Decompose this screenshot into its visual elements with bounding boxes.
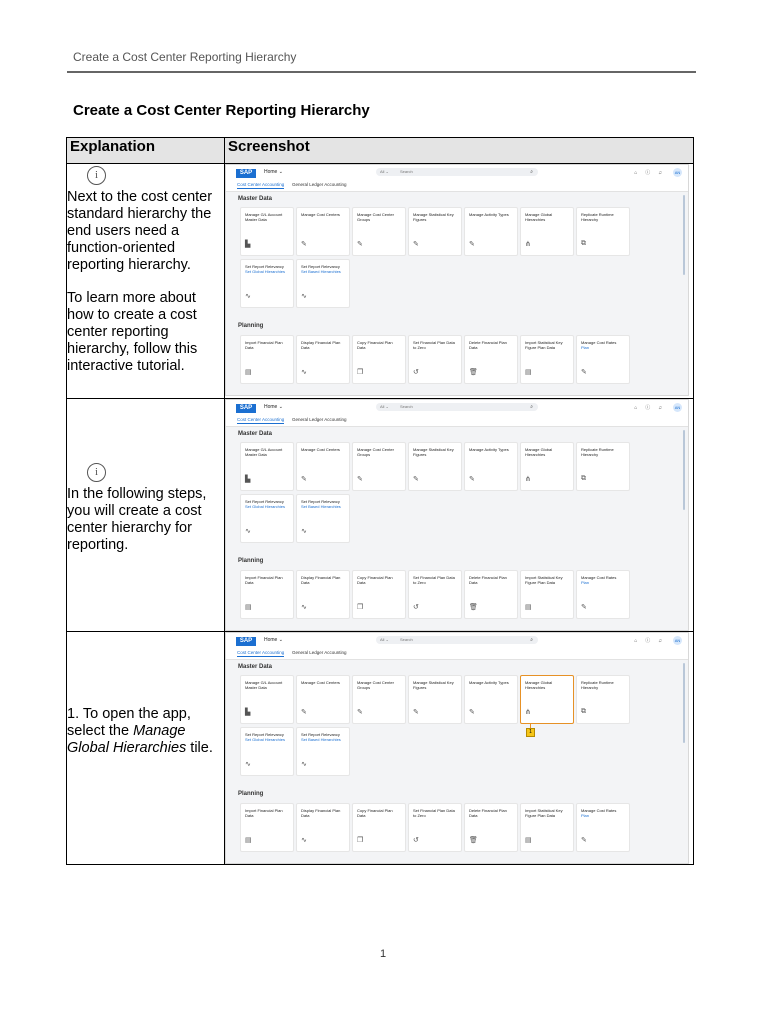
tab-bar	[226, 179, 688, 192]
tile-subtitle: Set Global Hierarchies	[245, 269, 286, 274]
tile-title	[301, 680, 346, 685]
tile-title-text: Manage Cost Centers	[301, 447, 340, 452]
edit-icon: ✎	[581, 369, 587, 376]
tile-title	[413, 340, 458, 350]
home-menu[interactable]: Home ⌄	[264, 169, 283, 175]
doc-icon: ▤	[525, 604, 532, 611]
tile-title-text: Manage Cost Rates	[581, 808, 617, 813]
app-tile[interactable]	[520, 442, 574, 491]
app-tile[interactable]	[576, 803, 630, 852]
app-tile[interactable]	[520, 207, 574, 256]
copy-icon: ❐	[357, 837, 364, 844]
chart-icon: ▙	[245, 241, 251, 248]
app-tile[interactable]	[464, 570, 518, 619]
app-tile[interactable]	[296, 494, 350, 543]
tile-title	[413, 212, 458, 222]
tile-title	[525, 447, 570, 457]
app-tile[interactable]	[240, 207, 294, 256]
avatar[interactable]: AN	[674, 638, 681, 643]
tile-title-text: Import Financial Plan Data	[245, 340, 283, 350]
explanation-cell	[67, 164, 225, 399]
steps-table	[66, 137, 694, 865]
tile-title	[245, 447, 290, 457]
app-tile[interactable]	[464, 207, 518, 256]
doc-icon: ▤	[245, 369, 252, 376]
tile-title-text: Manage Global Hierarchies	[525, 447, 553, 457]
search-input[interactable]	[376, 168, 538, 176]
pulse-icon: ∿	[245, 293, 251, 300]
app-tile[interactable]	[240, 259, 294, 308]
section-planning: Planning	[238, 558, 264, 564]
toolbar-icons[interactable]: ⌂ⓘ♫	[634, 638, 670, 644]
app-tile[interactable]	[464, 675, 518, 724]
app-tile[interactable]	[352, 207, 406, 256]
tile-title	[301, 340, 346, 350]
edit-icon: ✎	[469, 476, 475, 483]
tile-title	[245, 808, 290, 818]
search-input[interactable]	[376, 636, 538, 644]
app-tile[interactable]	[576, 675, 630, 724]
doc-icon: ▤	[245, 604, 252, 611]
tab-1[interactable]: General Ledger Accounting	[292, 650, 347, 655]
app-tile[interactable]	[576, 207, 630, 256]
tile-title	[413, 808, 458, 818]
app-tile[interactable]	[352, 335, 406, 384]
replicate-icon: ⧉	[581, 708, 586, 715]
tile-title-text: Manage Statistical Key Figures	[413, 680, 454, 690]
tile-title	[301, 447, 346, 452]
app-tile[interactable]	[296, 207, 350, 256]
toolbar-icons[interactable]: ⌂ⓘ♫	[634, 405, 670, 411]
tab-0[interactable]: Cost Center Accounting	[237, 182, 285, 187]
tile-title-text: Manage Cost Center Groups	[357, 212, 394, 222]
tile-title-text: Manage Cost Centers	[301, 680, 340, 685]
shell-bar	[226, 165, 688, 179]
tile-title-text: Import Financial Plan Data	[245, 575, 283, 585]
tile-title	[357, 212, 402, 222]
tile-title	[357, 447, 402, 457]
tile-title-text: Manage G/L Account Master Data	[245, 212, 283, 222]
screenshot-cell	[225, 632, 694, 865]
tile-title	[525, 340, 570, 350]
tile-title	[357, 575, 402, 585]
sap-logo[interactable]: SAP	[236, 637, 256, 646]
shell-bar	[226, 400, 688, 414]
app-screenshot	[225, 632, 693, 864]
app-tile[interactable]	[576, 442, 630, 491]
sap-logo[interactable]: SAP	[236, 169, 256, 178]
tile-title-text: Set Report Relevancy	[301, 264, 340, 269]
column-header-screenshot: Screenshot	[225, 138, 694, 164]
avatar[interactable]: AN	[674, 170, 681, 175]
tile-title	[245, 264, 290, 274]
step-marker: 1	[526, 728, 535, 737]
edit-icon: ✎	[413, 476, 419, 483]
home-menu[interactable]: Home ⌄	[264, 404, 283, 410]
tile-subtitle: Set Global Hierarchies	[245, 737, 286, 742]
pulse-icon: ∿	[301, 604, 307, 611]
search-scope[interactable]: All ⌄	[380, 404, 389, 409]
tile-title-text: Manage Cost Centers	[301, 212, 340, 217]
doc-icon: ▤	[525, 369, 532, 376]
app-tile[interactable]	[296, 335, 350, 384]
tile-subtitle: Plan	[581, 580, 590, 585]
tile-title-text: Import Financial Plan Data	[245, 808, 283, 818]
tile-title-text: Manage Cost Rates	[581, 340, 617, 345]
edit-icon: ✎	[581, 837, 587, 844]
tile-title-text: Display Financial Plan Data	[301, 808, 341, 818]
tile-title	[245, 212, 290, 222]
search-scope[interactable]: All ⌄	[380, 637, 389, 642]
tile-subtitle: Plan	[581, 813, 590, 818]
tile-title-text: Manage Cost Center Groups	[357, 447, 394, 457]
app-tile[interactable]	[408, 442, 462, 491]
tile-title	[469, 447, 514, 452]
tab-bar	[226, 414, 688, 427]
table-row	[67, 164, 694, 399]
tile-title-text: Manage Cost Rates	[581, 575, 617, 580]
edit-icon: ✎	[301, 241, 307, 248]
tile-title	[301, 499, 346, 509]
tile-title	[301, 732, 346, 742]
tile-title	[525, 575, 570, 585]
explanation-paragraph: Next to the cost center standard hierarchy the end users need a function-oriented reporting hierarchy.	[67, 189, 213, 273]
pulse-icon: ∿	[245, 761, 251, 768]
header-rule	[67, 71, 696, 73]
tile-title	[301, 808, 346, 818]
tile-title	[469, 680, 514, 685]
replicate-icon: ⧉	[581, 240, 586, 247]
tile-title-text: Set Report Relevancy	[301, 499, 340, 504]
step-text: 1. To open the app, select the	[67, 706, 191, 739]
info-icon: i	[87, 463, 106, 482]
edit-icon: ✎	[301, 709, 307, 716]
tile-title	[469, 575, 514, 585]
edit-icon: ✎	[357, 241, 363, 248]
tab-0[interactable]: Cost Center Accounting	[237, 417, 285, 422]
app-tile[interactable]	[520, 335, 574, 384]
tile-title-text: Delete Financial Plan Data	[469, 340, 507, 350]
tile-title-text: Set Financial Plan Data to Zero	[413, 340, 455, 350]
search-placeholder: Search	[400, 404, 413, 409]
app-tile[interactable]	[296, 442, 350, 491]
app-tile[interactable]	[240, 335, 294, 384]
home-menu[interactable]: Home ⌄	[264, 637, 283, 643]
tile-title	[525, 808, 570, 818]
tab-1[interactable]: General Ledger Accounting	[292, 182, 347, 187]
tile-title-text: Manage Statistical Key Figures	[413, 447, 454, 457]
sap-logo[interactable]: SAP	[236, 404, 256, 413]
tile-title	[357, 680, 402, 690]
tile-title-text: Set Financial Plan Data to Zero	[413, 808, 455, 818]
explanation-paragraph: In the following steps, you will create a cost center hierarchy for reporting.	[67, 486, 207, 553]
step-instruction	[67, 706, 224, 757]
tile-title-text: Set Report Relevancy	[301, 732, 340, 737]
tile-subtitle: Set Global Hierarchies	[245, 504, 286, 509]
tile-title	[525, 680, 570, 690]
tile-title	[245, 340, 290, 350]
section-planning: Planning	[238, 791, 264, 797]
app-tile[interactable]	[408, 335, 462, 384]
app-tile[interactable]	[240, 570, 294, 619]
tile-title	[301, 212, 346, 217]
search-scope[interactable]: All ⌄	[380, 169, 389, 174]
scrollbar[interactable]	[683, 663, 685, 743]
toolbar-icons[interactable]: ⌂ⓘ♫	[634, 170, 670, 176]
tile-title	[413, 680, 458, 690]
tile-title-text: Manage Cost Center Groups	[357, 680, 394, 690]
tile-title	[357, 808, 402, 818]
pulse-icon: ∿	[301, 293, 307, 300]
app-screenshot	[225, 399, 693, 631]
pulse-icon: ∿	[301, 528, 307, 535]
edit-icon: ✎	[469, 241, 475, 248]
tile-title	[581, 808, 626, 818]
app-tile[interactable]	[352, 675, 406, 724]
copy-icon: ❐	[357, 604, 364, 611]
search-icon[interactable]: ⌕	[530, 169, 533, 175]
table-row	[67, 399, 694, 632]
tile-title-text: Set Financial Plan Data to Zero	[413, 575, 455, 585]
tile-title-text: Delete Financial Plan Data	[469, 808, 507, 818]
tile-title	[245, 680, 290, 690]
app-tile[interactable]	[464, 803, 518, 852]
tile-title	[245, 732, 290, 742]
tile-title	[581, 340, 626, 350]
tile-title-text: Import Statistical Key Figure Plan Data	[525, 340, 563, 350]
reset-icon: ↺	[413, 369, 419, 376]
tile-title-text: Copy Financial Plan Data	[357, 575, 393, 585]
tile-title	[581, 212, 626, 222]
app-tile[interactable]	[296, 727, 350, 776]
hierarchy-icon: ⋔	[525, 241, 531, 248]
pulse-icon: ∿	[301, 369, 307, 376]
table-row	[67, 632, 694, 865]
tile-title-text: Set Report Relevancy	[245, 264, 284, 269]
search-icon[interactable]: ⌕	[530, 404, 533, 410]
sap-launchpad	[225, 632, 689, 864]
app-tile[interactable]	[408, 570, 462, 619]
running-header: Create a Cost Center Reporting Hierarchy	[73, 50, 297, 64]
tile-title	[413, 575, 458, 585]
sap-launchpad	[225, 399, 689, 631]
chart-icon: ▙	[245, 476, 251, 483]
tile-title-text: Manage G/L Account Master Data	[245, 447, 283, 457]
tile-title	[245, 499, 290, 509]
app-tile[interactable]	[296, 259, 350, 308]
trash-icon: 🗑	[469, 837, 478, 844]
tile-title	[581, 680, 626, 690]
doc-icon: ▤	[525, 837, 532, 844]
tile-title-text: Display Financial Plan Data	[301, 575, 341, 585]
table-header-row	[67, 138, 694, 164]
app-tile[interactable]	[296, 803, 350, 852]
replicate-icon: ⧉	[581, 475, 586, 482]
reset-icon: ↺	[413, 604, 419, 611]
app-tile[interactable]	[240, 675, 294, 724]
section-master-data: Master Data	[238, 196, 273, 202]
app-tile[interactable]	[408, 207, 462, 256]
app-tile[interactable]	[408, 675, 462, 724]
app-tile[interactable]	[240, 442, 294, 491]
tile-title-text: Manage Activity Types	[469, 680, 509, 685]
app-tile[interactable]	[576, 570, 630, 619]
tile-title-text: Manage Activity Types	[469, 447, 509, 452]
chart-icon: ▙	[245, 709, 251, 716]
tile-title	[413, 447, 458, 457]
document-title: Create a Cost Center Reporting Hierarchy	[73, 102, 370, 119]
search-icon[interactable]: ⌕	[530, 637, 533, 643]
tab-bar	[226, 647, 688, 660]
edit-icon: ✎	[357, 709, 363, 716]
section-master-data: Master Data	[238, 664, 273, 670]
app-tile[interactable]	[352, 803, 406, 852]
app-tile[interactable]	[240, 727, 294, 776]
scrollbar[interactable]	[683, 430, 685, 510]
tile-title-text: Delete Financial Plan Data	[469, 575, 507, 585]
info-icon: i	[87, 166, 106, 185]
app-tile[interactable]	[520, 570, 574, 619]
pulse-icon: ∿	[301, 761, 307, 768]
hierarchy-icon: ⋔	[525, 709, 531, 716]
tile-title-text: Set Report Relevancy	[245, 732, 284, 737]
tile-title-text: Display Financial Plan Data	[301, 340, 341, 350]
tile-title-text: Import Statistical Key Figure Plan Data	[525, 575, 563, 585]
edit-icon: ✎	[469, 709, 475, 716]
screenshot-cell	[225, 399, 694, 632]
tile-title-text: Manage G/L Account Master Data	[245, 680, 283, 690]
edit-icon: ✎	[413, 709, 419, 716]
tile-title-text: Replicate Runtime Hierarchy	[581, 212, 614, 222]
screenshot-cell	[225, 164, 694, 399]
tile-title	[469, 808, 514, 818]
pulse-icon: ∿	[245, 528, 251, 535]
tile-title-text: Import Statistical Key Figure Plan Data	[525, 808, 563, 818]
edit-icon: ✎	[301, 476, 307, 483]
tile-title-text: Replicate Runtime Hierarchy	[581, 680, 614, 690]
app-tile[interactable]	[352, 570, 406, 619]
tile-title-text: Set Report Relevancy	[245, 499, 284, 504]
tile-title	[469, 212, 514, 217]
app-tile[interactable]	[520, 675, 574, 724]
step-app-name: Manage Global Hierarchies	[67, 723, 187, 756]
tile-title	[357, 340, 402, 350]
pulse-icon: ∿	[301, 837, 307, 844]
tile-title-text: Manage Activity Types	[469, 212, 509, 217]
scrollbar[interactable]	[683, 195, 685, 275]
explanation-cell	[67, 632, 225, 865]
trash-icon: 🗑	[469, 604, 478, 611]
section-planning: Planning	[238, 323, 264, 329]
explanation-paragraph: To learn more about how to create a cost center reporting hierarchy, follow this interactive tutorial.	[67, 290, 198, 374]
tab-0[interactable]: Cost Center Accounting	[237, 650, 285, 655]
tile-title-text: Replicate Runtime Hierarchy	[581, 447, 614, 457]
step-text-end: tile.	[186, 740, 213, 756]
doc-icon: ▤	[245, 837, 252, 844]
tile-subtitle: Set Based Hierarchies	[301, 737, 341, 742]
section-master-data: Master Data	[238, 431, 273, 437]
edit-icon: ✎	[357, 476, 363, 483]
edit-icon: ✎	[581, 604, 587, 611]
search-placeholder: Search	[400, 169, 413, 174]
tile-title-text: Manage Global Hierarchies	[525, 680, 553, 690]
tile-title	[525, 212, 570, 222]
tab-1[interactable]: General Ledger Accounting	[292, 417, 347, 422]
search-input[interactable]	[376, 403, 538, 411]
reset-icon: ↺	[413, 837, 419, 844]
tile-title-text: Copy Financial Plan Data	[357, 808, 393, 818]
tile-subtitle: Plan	[581, 345, 590, 350]
app-tile[interactable]	[464, 335, 518, 384]
column-header-explanation: Explanation	[67, 138, 225, 164]
tile-subtitle: Set Based Hierarchies	[301, 269, 341, 274]
tile-title	[245, 575, 290, 585]
search-placeholder: Search	[400, 637, 413, 642]
app-tile[interactable]	[576, 335, 630, 384]
app-tile[interactable]	[408, 803, 462, 852]
hierarchy-icon: ⋔	[525, 476, 531, 483]
app-tile[interactable]	[296, 675, 350, 724]
app-screenshot	[225, 164, 693, 396]
app-tile[interactable]	[296, 570, 350, 619]
explanation-cell	[67, 399, 225, 632]
sap-launchpad	[225, 164, 689, 396]
app-tile[interactable]	[240, 494, 294, 543]
shell-bar	[226, 633, 688, 647]
app-tile[interactable]	[464, 442, 518, 491]
tile-title	[581, 447, 626, 457]
tile-subtitle: Set Based Hierarchies	[301, 504, 341, 509]
edit-icon: ✎	[413, 241, 419, 248]
tile-title	[581, 575, 626, 585]
app-tile[interactable]	[240, 803, 294, 852]
tile-title	[301, 575, 346, 585]
tile-title-text: Manage Global Hierarchies	[525, 212, 553, 222]
trash-icon: 🗑	[469, 369, 478, 376]
tile-title	[469, 340, 514, 350]
app-tile[interactable]	[352, 442, 406, 491]
tile-title	[301, 264, 346, 274]
tile-title-text: Manage Statistical Key Figures	[413, 212, 454, 222]
avatar[interactable]: AN	[674, 405, 681, 410]
copy-icon: ❐	[357, 369, 364, 376]
page-number: 1	[380, 948, 387, 960]
app-tile[interactable]	[520, 803, 574, 852]
tile-title-text: Copy Financial Plan Data	[357, 340, 393, 350]
